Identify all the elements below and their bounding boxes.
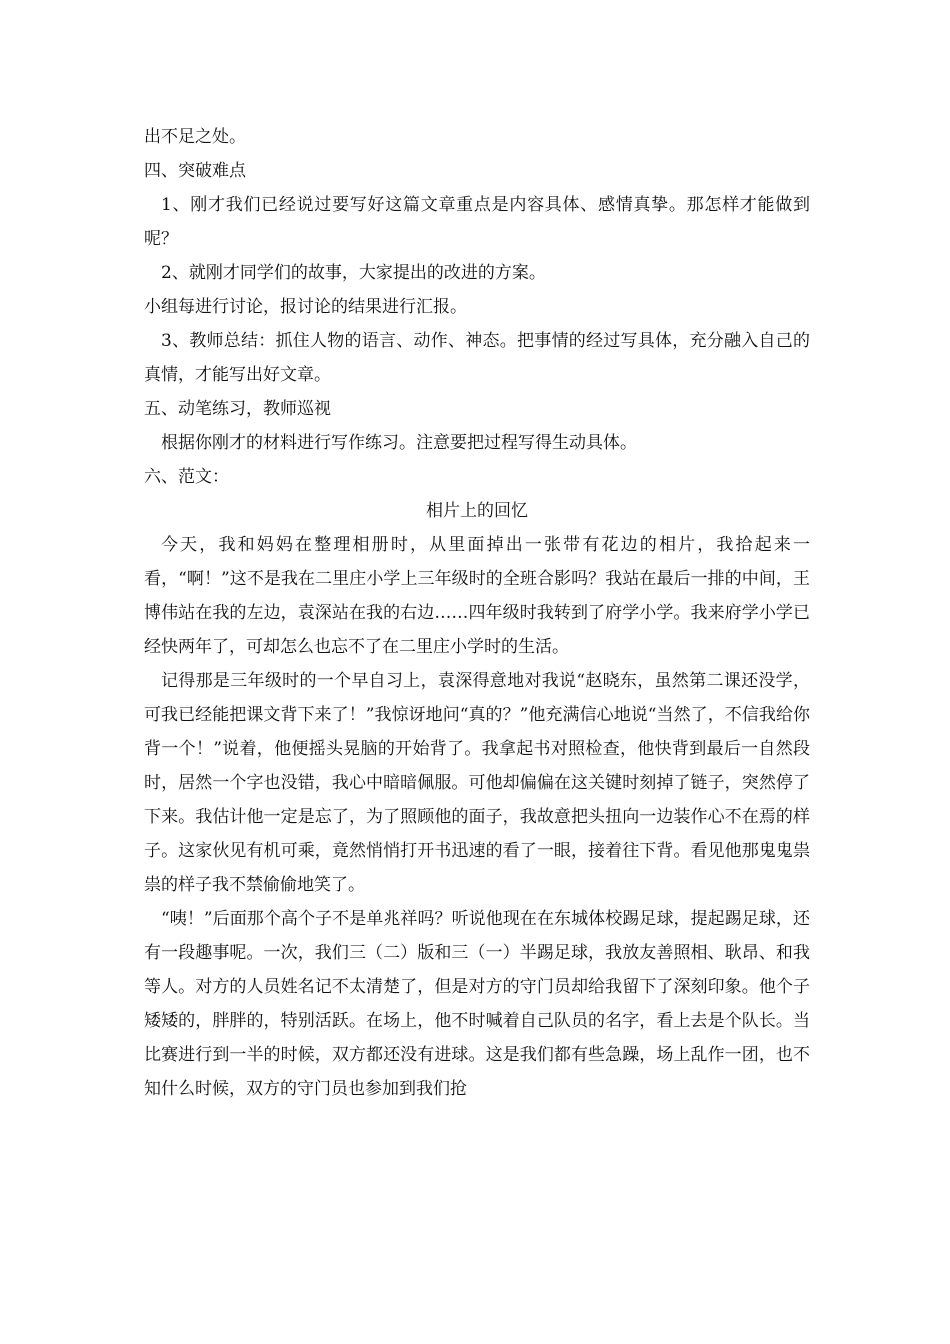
essay-paragraph-2: 记得那是三年级时的一个早自习上，袁深得意地对我说“赵晓东，虽然第二课还没学，可我已经能把课文背下来了！”我惊讶地问“真的？”他充满信心地说“当然了，不信我给你背一个！”说着，他便摇头晃脑的开始背了。我拿起书对照检查，他快背到最后一自然段时，居然一个字也没错，我心中暗暗佩服。可他却偏偏在这关键时刻掉了链子，突然停了下来。我估计他一定是忘了，为了照顾他的面子，我故意把头扭向一边装作心不在焉的样子。这家伙见有机可乘，竟然悄悄打开书迅速的看了一眼，接着往下背。看见他那鬼鬼祟祟的样子我不禁偷偷地笑了。 [144, 671, 810, 895]
essay-paragraph-1: 今天，我和妈妈在整理相册时，从里面掉出一张带有花边的相片，我拾起来一看，“啊！”这不是我在二里庄小学上三年级时的全班合影吗？我站在最后一排的中间，王博伟站在我的左边，袁深站在我的右边……四年级时我转到了府学小学。我来府学小学已经快两年了，可却怎么也忘不了在二里庄小学时的生活。 [144, 535, 810, 657]
essay-title: 相片上的回忆 [426, 501, 528, 521]
text-practice: 根据你刚才的材料进行写作练习。注意要把过程写得生动具体。 [161, 433, 637, 453]
text-line-1: 出不足之处。 [144, 127, 246, 147]
section-heading-6: 六、范文： [144, 467, 229, 487]
section-heading-4: 四、突破难点 [144, 161, 246, 181]
text-line-group: 小组每进行讨论，报讨论的结果进行汇报。 [144, 297, 467, 317]
text-item-2: 2、就刚才同学们的故事，大家提出的改进的方案。 [161, 263, 546, 283]
text-item-1: 1、刚才我们已经说过要写好这篇文章重点是内容具体、感情真挚。那怎样才能做到呢？ [144, 195, 810, 249]
essay-paragraph-3: “咦！”后面那个高个子不是单兆祥吗？听说他现在在东城体校踢足球，提起踢足球，还有一段趣事呢。一次，我们三（二）版和三（一）半踢足球，我放友善照相、耿昂、和我等人。对方的人员姓名记不太清楚了，但是对方的守门员却给我留下了深刻印象。他个子矮矮的，胖胖的，特别活跃。在场上，他不时喊着自己队员的名字，看上去是个队长。当比赛进行到一半的时候，双方都还没有进球。这是我们都有些急躁，场上乱作一团，也不知什么时候，双方的守门员也参加到我们抢 [144, 909, 810, 1099]
section-heading-5: 五、动笔练习，教师巡视 [144, 399, 331, 419]
text-item-3: 3、教师总结：抓住人物的语言、动作、神态。把事情的经过写具体，充分融入自己的真情，才能写出好文章。 [144, 331, 810, 385]
